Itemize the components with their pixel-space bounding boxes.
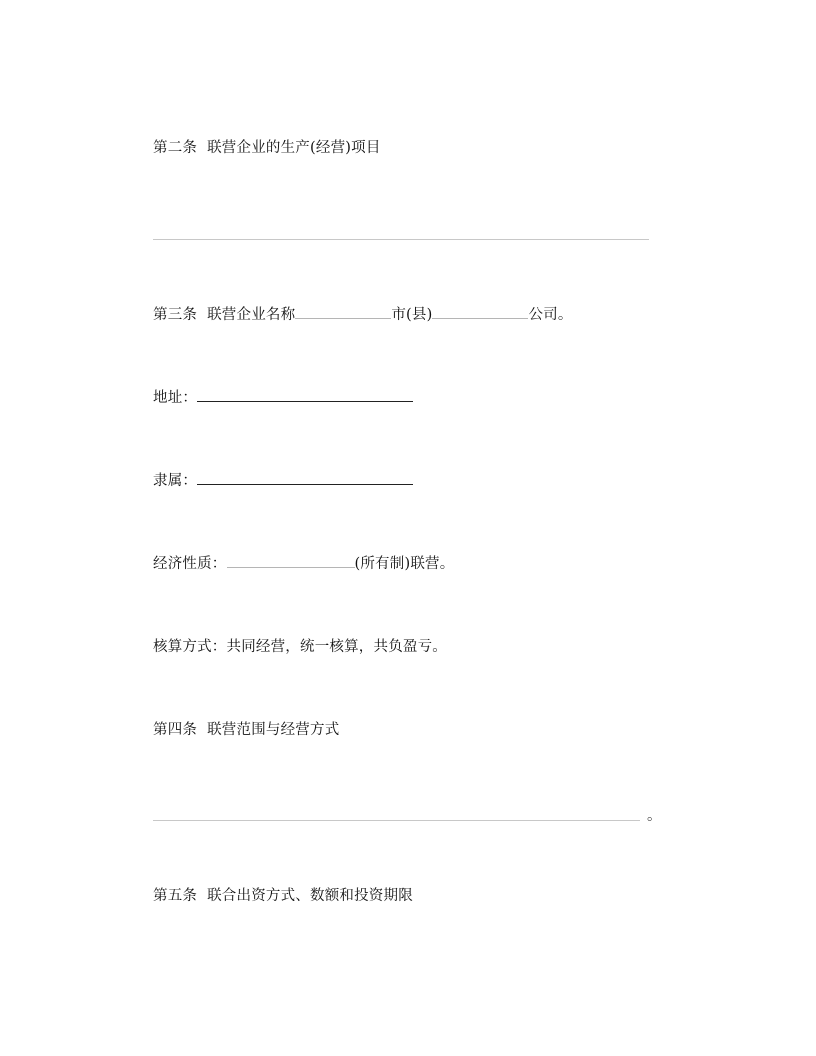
economic-nature-line <box>153 554 454 574</box>
accounting-text: 核算方式：共同经营，统一核算，共负盈亏。 <box>153 639 447 655</box>
affiliation-line <box>153 471 413 491</box>
article-5-number: 第五条 <box>153 888 198 904</box>
article-3-name-label: 联营企业名称 <box>207 307 296 323</box>
article-5-heading <box>153 886 413 906</box>
article-3-number: 第三条 <box>153 307 198 323</box>
article-4-title: 联营范围与经营方式 <box>207 722 340 738</box>
article-4-number: 第四条 <box>153 722 198 738</box>
address-line <box>153 388 413 408</box>
article-3-line <box>153 305 573 325</box>
economic-nature-suffix: (所有制)联营。 <box>354 556 455 572</box>
article-5-title: 联合出资方式、数额和投资期限 <box>207 888 413 904</box>
city-blank[interactable] <box>295 306 391 319</box>
economic-nature-label: 经济性质： <box>153 556 227 572</box>
article-4-fill-line[interactable] <box>153 820 640 821</box>
article-2-number: 第二条 <box>153 140 198 156</box>
affiliation-blank[interactable] <box>197 472 413 485</box>
affiliation-label: 隶属： <box>153 473 198 489</box>
article-4-end-mark: 。 <box>647 808 662 824</box>
article-2-heading <box>153 138 381 158</box>
article-4-heading <box>153 720 339 740</box>
economic-nature-blank[interactable] <box>227 555 355 568</box>
article-2-title: 联营企业的生产(经营)项目 <box>207 140 381 156</box>
accounting-line <box>153 637 447 657</box>
company-text: 公司。 <box>528 307 573 323</box>
city-county-text: 市(县) <box>391 307 433 323</box>
company-blank[interactable] <box>432 306 528 319</box>
address-label: 地址： <box>153 390 198 406</box>
article-2-fill-line[interactable] <box>153 239 649 240</box>
address-blank[interactable] <box>197 389 413 402</box>
